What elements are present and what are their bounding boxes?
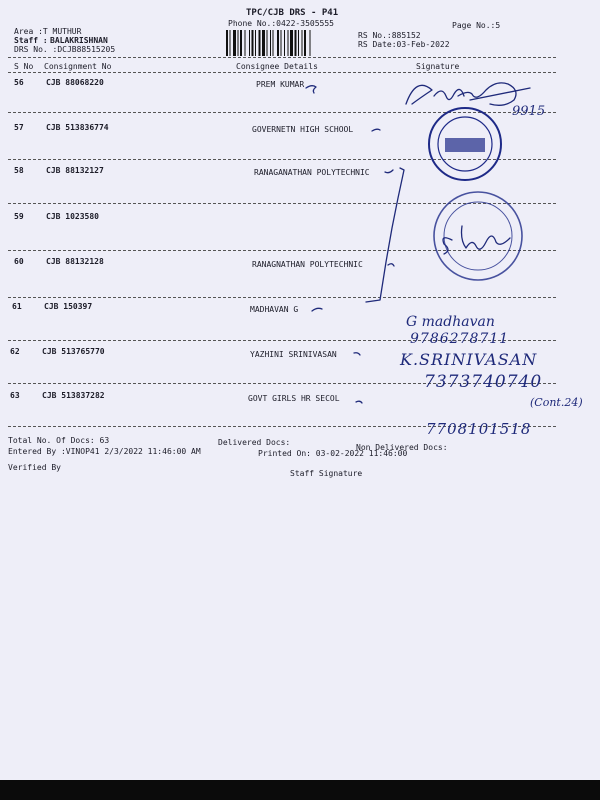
- row-sno: 58: [14, 166, 24, 175]
- handwritten-phone: 9786278711: [410, 331, 510, 347]
- row-consignee: MADHAVAN G: [250, 305, 299, 314]
- staff-name: BALAKRISHNAN: [50, 36, 108, 45]
- row-consignment: CJB 88068220: [46, 78, 104, 87]
- staff-signature-label: Staff Signature: [290, 469, 363, 478]
- scan-edge: [0, 780, 600, 800]
- handwritten-note: (Cont.24): [530, 396, 583, 409]
- row-consignment: CJB 513837282: [42, 391, 105, 400]
- row-sno: 62: [10, 347, 20, 356]
- row-consignee: GOVT GIRLS HR SECOL: [248, 394, 340, 403]
- stamp-seal: [429, 108, 522, 280]
- entered-by: Entered By :VINOP41 2/3/2022 11:46:00 AM: [8, 447, 201, 456]
- column-header-consignee: Consignee Details: [236, 62, 318, 71]
- column-header-signature: Signature: [416, 62, 460, 71]
- handwritten-name: K.SRINIVASAN: [400, 350, 538, 369]
- printed-on: Printed On: 03-02-2022 11:46:00: [258, 449, 408, 458]
- delivered-docs-label: Delivered Docs:: [218, 438, 291, 447]
- drs-number: DRS No. :DCJB88515205: [14, 45, 116, 54]
- row-consignee: PREM KUMAR: [256, 80, 305, 89]
- row-sno: 57: [14, 123, 24, 132]
- row-sno: 56: [14, 78, 24, 87]
- row-sno: 59: [14, 212, 24, 221]
- handwritten-phone: 7373740740: [424, 372, 543, 392]
- row-sno: 60: [14, 257, 24, 266]
- staff-label: Staff :: [14, 36, 48, 45]
- row-consignment: CJB 513836774: [46, 123, 109, 132]
- rs-number: RS No.:885152: [358, 31, 421, 40]
- row-consignment: CJB 1023580: [46, 212, 99, 221]
- handwritten-phone: 7708101518: [426, 420, 532, 438]
- row-consignment: CJB 88132127: [46, 166, 104, 175]
- row-consignee: YAZHINI SRINIVASAN: [250, 350, 337, 359]
- total-docs: Total No. Of Docs: 63: [8, 436, 110, 445]
- non-delivered-docs-label: Non Delivered Docs:: [356, 443, 448, 452]
- verified-by-label: Verified By: [8, 463, 61, 472]
- handwritten-name: G madhavan: [406, 314, 495, 330]
- column-header-consignment: Consignment No: [44, 62, 112, 71]
- area-label: Area :T MUTHUR: [14, 27, 82, 36]
- row-consignee: RANAGNATHAN POLYTECHNIC: [252, 260, 363, 269]
- handwritten-number: 9915: [512, 104, 546, 119]
- rs-date: RS Date:03-Feb-2022: [358, 40, 450, 49]
- row-consignment: CJB 513765770: [42, 347, 105, 356]
- sheet-title: TPC/CJB DRS - P41: [246, 8, 339, 18]
- row-consignee: GOVERNETN HIGH SCHOOL: [252, 125, 354, 134]
- phone-number: Phone No.:0422-3505555: [228, 19, 334, 28]
- row-consignment: CJB 88132128: [46, 257, 104, 266]
- column-header-sno: S No: [14, 62, 34, 71]
- row-consignment: CJB 150397: [44, 302, 93, 311]
- page-number: Page No.:5: [452, 21, 501, 30]
- row-sno: 61: [12, 302, 22, 311]
- row-sno: 63: [10, 391, 20, 400]
- row-consignee: RANAGANATHAN POLYTECHNIC: [254, 168, 370, 177]
